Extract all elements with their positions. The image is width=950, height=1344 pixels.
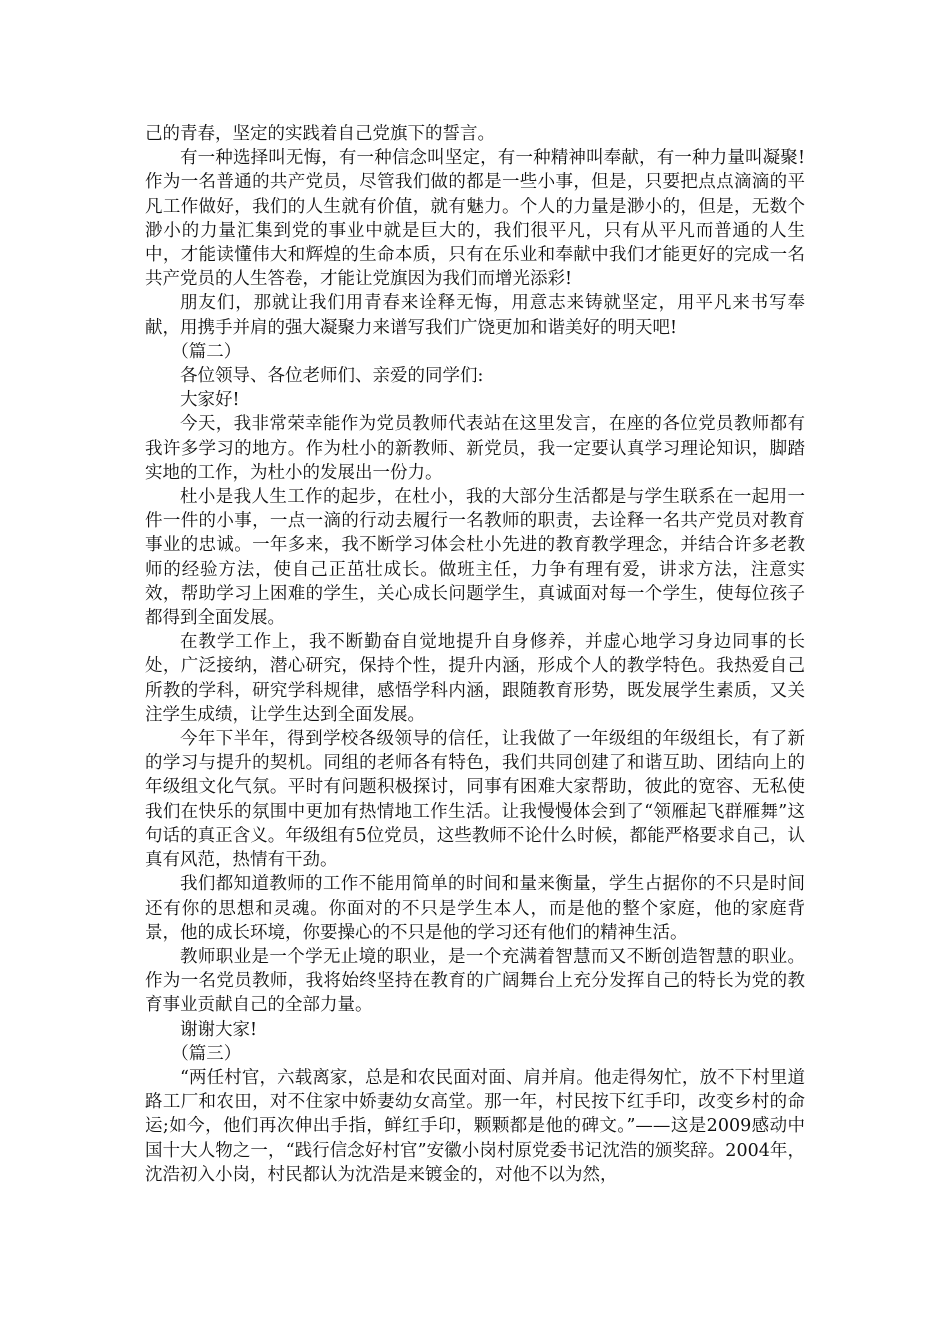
paragraph-continuation: 己的青春，坚定的实践着自己党旗下的誓言。 — [145, 124, 495, 144]
paragraph-teacher-work: 我们都知道教师的工作不能用简单的时间和量来衡量，学生占据你的不只是时间还有你的思想和灵魂。你面对的不只是学生本人，而是他的整个家庭，他的家庭背景，他的成长环境，你要操心的不只是他的学习还有他们的精神生活。 — [145, 874, 805, 943]
paragraph-choice: 有一种选择叫无悔，有一种信念叫坚定，有一种精神叫奉献，有一种力量叫凝聚!作为一名普通的共产党员，尽管我们做的都是一些小事，但是，只要把点点滴滴的平凡工作做好，我们的人生就有价值，就有魅力。个人的力量是渺小的，但是，无数个渺小的力量汇集到党的事业中就是巨大的，我们很平凡，只有从平凡而普通的人生中，才能读懂伟大和辉煌的生命本质，只有在乐业和奉献中我们才能更好的完成一名共产党员的人生答卷，才能让党旗因为我们而增光添彩! — [145, 148, 805, 290]
salutation: 各位领导、各位老师们、亲爱的同学们: — [180, 366, 484, 387]
closing-thanks: 谢谢大家! — [180, 1019, 258, 1040]
section-heading-part-two: （篇二） — [171, 341, 242, 362]
paragraph-grade-leader: 今年下半年，得到学校各级领导的信任，让我做了一年级组的年级组长，有了新的学习与提升的契机。同组的老师各有特色，我们共同创建了和谐互助、团结向上的年级组文化气氛。平时有问题积极探讨，同事有困难大家帮助，彼此的宽容、无私使我们在快乐的氛围中更加有热情地工作生活。让我慢慢体会到了“领雁起飞群雁舞”这句话的真正含义。年级组有5位党员，这些教师不论什么时候，都能严格要求自己，认真有风范，热情有干劲。 — [145, 729, 805, 871]
document-page — [145, 122, 805, 1187]
paragraph-teaching: 在教学工作上，我不断勤奋自觉地提升自身修养，并虚心地学习身边同事的长处，广泛接纳，潜心研究，保持个性，提升内涵，形成个人的教学特色。我热爱自己所教的学科，研究学科规律，感悟学科内涵，跟随教育形势，既发展学生素质，又关注学生成绩，让学生达到全面发展。 — [145, 632, 805, 725]
paragraph-duxiao: 杜小是我人生工作的起步，在杜小，我的大部分生活都是与学生联系在一起用一件一件的小事，一点一滴的行动去履行一名教师的职责，去诠释一名共产党员对教育事业的忠诚。一年多来，我不断学习体会杜小先进的教育教学理念，并结合许多老教师的经验方法，使自己正茁壮成长。做班主任，力争有理有爱，讲求方法，注意实效，帮助学习上困难的学生，关心成长问题学生，真诚面对每一个学生，使每位孩子都得到全面发展。 — [145, 487, 805, 629]
paragraph-profession: 教师职业是一个学无止境的职业，是一个充满着智慧而又不断创造智慧的职业。作为一名党员教师，我将始终坚持在教育的广阔舞台上充分发挥自己的特长为党的教育事业贡献自己的全部力量。 — [145, 946, 805, 1016]
paragraph-today: 今天，我非常荣幸能作为党员教师代表站在这里发言，在座的各位党员教师都有我许多学习的地方。作为杜小的新教师、新党员，我一定要认真学习理论知识，脚踏实地的工作，为杜小的发展出一份力。 — [145, 414, 805, 483]
paragraph-friends: 朋友们，那就让我们用青春来诠释无悔，用意志来铸就坚定，用平凡来书写奉献，用携手并肩的强大凝聚力来谱写我们广饶更加和谐美好的明天吧! — [145, 293, 805, 338]
paragraph-shen-hao: “两任村官，六载离家，总是和农民面对面、肩并肩。他走得匆忙，放不下村里道路工厂和农田，对不住家中娇妻幼女高堂。那一年，村民按下红手印，改变乡村的命运;如今，他们再次伸出手指，鲜红手印，颗颗都是他的碑文。”——这是2009感动中国十大人物之一，“践行信念好村官”安徽小岗村原党委书记沈浩的颁奖辞。2004年，沈浩初入小岗，村民都认为沈浩是来镀金的，对他不以为然， — [145, 1067, 805, 1185]
greeting: 大家好! — [180, 390, 240, 411]
section-heading-part-three: （篇三） — [171, 1043, 242, 1064]
